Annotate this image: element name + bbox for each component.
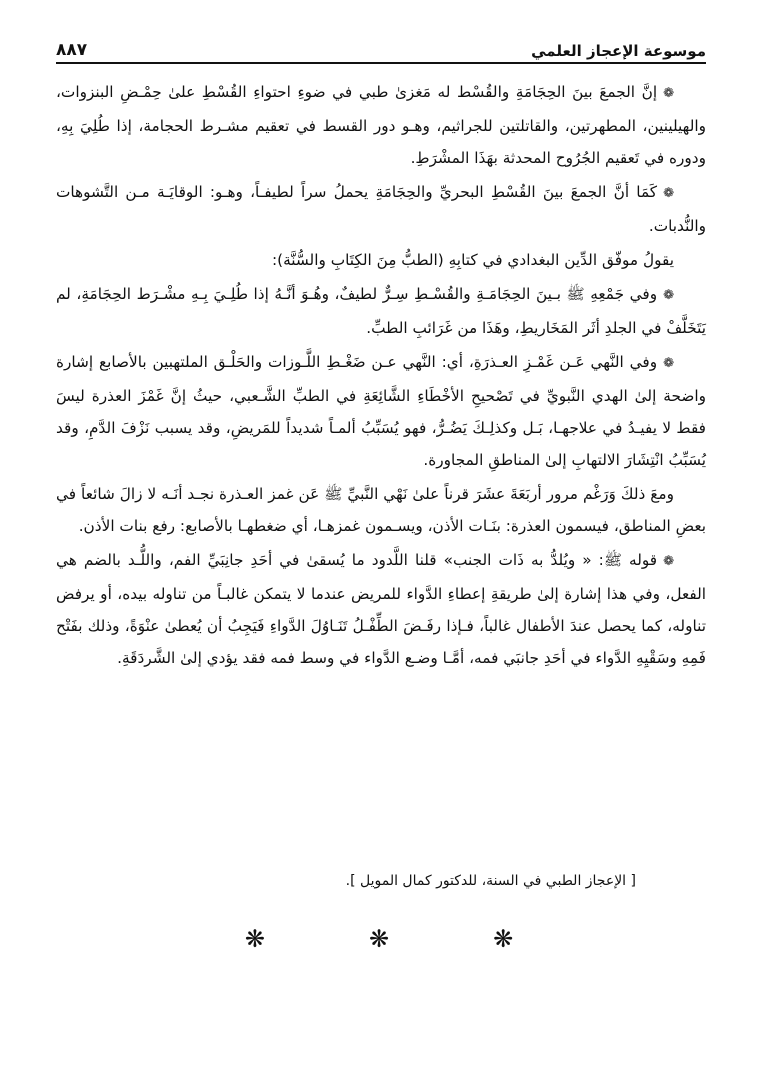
paragraph-4-text-start: وفي جَمْعِهِ bbox=[590, 285, 658, 303]
paragraph-7-text-start: قوله bbox=[629, 551, 658, 569]
star-icon: ❋ bbox=[368, 925, 390, 953]
paragraph-3-text: يقولُ موفّق الدِّين البغدادي في كتابِهِ (الطبُّ مِنَ الكِتَابِ والسُّنَّة): bbox=[271, 251, 674, 269]
paragraph-1 bbox=[56, 76, 706, 174]
paragraph-1-text: إنَّ الجمعَ بينَ الحِجَامَةِ والقُسْط له مَغزىٰ طبي في ضوءِ احتواءِ القُسْطِ علىٰ حِمْـضِ البنزوات، والهيلينين، المطهرتين، والقاتلتين للجراثيم، وهـو دور القسط في تعقيم مشـرط الحجامة، إذا طُلِيَ بِهِ، ودوره في تَعقيم الجُرُوح المحدثة بهَذَا المشْرَطِ. bbox=[56, 83, 706, 167]
paragraph-2-text: كَمَا أنَّ الجمعَ بينَ القُسْطِ البحريِّ والحِجَامَةِ يحملُ سراً لطيفـاً، وهـو: الوقايَـة مـن التَّشوهات والنُّدبات. bbox=[56, 183, 706, 235]
paragraph-6-text-start: ومعَ ذلكَ وَرَغْم مرور أربَعَةَ عشَرَ قرناً علىٰ نَهْي النَّبيِّ bbox=[347, 485, 674, 503]
pbuh-ligature: ﷺ bbox=[324, 485, 343, 503]
paragraph-2 bbox=[56, 176, 706, 242]
flower-bullet-icon: ❁ bbox=[663, 86, 674, 101]
paragraph-4 bbox=[56, 278, 706, 344]
star-icon: ❋ bbox=[244, 925, 265, 953]
page-number: ٨٨٧ bbox=[56, 40, 88, 60]
paragraph-7-text-end: : « ويُلدُّ به ذَات الجنب» قلنا اللَّدود ما يُسقىٰ في أحَدِ جانِبَيِّ الفم، واللُّـد بالضم هي الفعل، وفي هذا إشارة إلىٰ طريقةِ إعطاءِ الدَّواء للمريض عندما لا يتمكن غالبـاً من تناوله بيده، أو يرفض تناوله، كما يحصل عندَ الأطفال غالباً، فـإذا رفَـضَ الطِّفْـلُ تَنَـاوُلَ الدَّواءِ فَيَجِبُ أن يُعطىٰ عنْوَةً، وذلك بفَتْح فَمِهِ وسَقْيِهِ الدَّواء في أحَدِ جانبَي فمه، أمَّـا وضـع الدَّواء في وسط فمه فقد يؤدي إلىٰ الشَّردَقَةِ. bbox=[56, 551, 706, 667]
flower-bullet-icon: ❁ bbox=[663, 288, 674, 303]
star-icon: ❋ bbox=[493, 925, 514, 953]
paragraph-4-text-end: بـينَ الحِجَامَـةِ والقُسْـطِ سِـرٌّ لطيفٌ، وهُـوَ أنَّـهُ إذا طُلِـيَ بِـهِ مشْـرَط الحِجَامَةِ، لم يَتَخَلَّفْ في الجلدِ أثَر المَخَاريطِ، وهَذَا من غَرَائبِ الطبِّ. bbox=[56, 285, 706, 337]
section-divider-stars bbox=[0, 924, 758, 954]
paragraph-5 bbox=[56, 346, 706, 476]
paragraph-3 bbox=[56, 244, 706, 276]
flower-bullet-icon: ❁ bbox=[663, 554, 674, 569]
flower-bullet-icon: ❁ bbox=[663, 186, 674, 201]
paragraph-6 bbox=[56, 478, 706, 542]
running-title: موسوعة الإعجاز العلمي bbox=[531, 42, 706, 60]
paragraph-5-text: وفي النَّهي عَـن غَمْـزِ العـذرَةِ، أي: النَّهي عـن ضَغْـطِ اللَّـوزات والحَلْـق الملتهبين بالأصابع إشارة واضحة إلىٰ الهدي النَّبويِّ في تَصْحيحِ الأخْطَاءِ الشَّائِعَةِ في الطبِّ الشَّـعبي، حيثُ إنَّ غَمْزَ العذرة ليسَ فقط لا يفيـدُ في علاجهـا، بَـل وكذلِـكَ يَضُـرُّ، فهو يُسَبِّبُ ألمـاً شديداً للمَريضِ، وقد يسبب نَزْفَ الدَّمِ، وقد يُسَبِّبُ انْتِشَارَ الالتهابِ إلىٰ المناطقِ المجاورة. bbox=[56, 353, 706, 469]
source-citation: [ الإعجاز الطبي في السنة، للدكتور كمال المويل ]. bbox=[345, 873, 636, 889]
pbuh-ligature: ﷺ bbox=[603, 551, 622, 569]
main-text bbox=[56, 76, 706, 676]
paragraph-6-text-end: عَن غمز العـذرة نجـد أنَـه لا زالَ شائعاً في بعضِ المناطق، فيسمون العذرة: بنَـات الأذن، ويسـمون غمزهـا، أي ضغطهـا بالأصابع: رفع بنات الأذن. bbox=[56, 485, 706, 535]
pbuh-ligature: ﷺ bbox=[566, 285, 585, 303]
flower-bullet-icon: ❁ bbox=[663, 356, 674, 371]
paragraph-7 bbox=[56, 544, 706, 674]
page-header bbox=[56, 34, 706, 64]
